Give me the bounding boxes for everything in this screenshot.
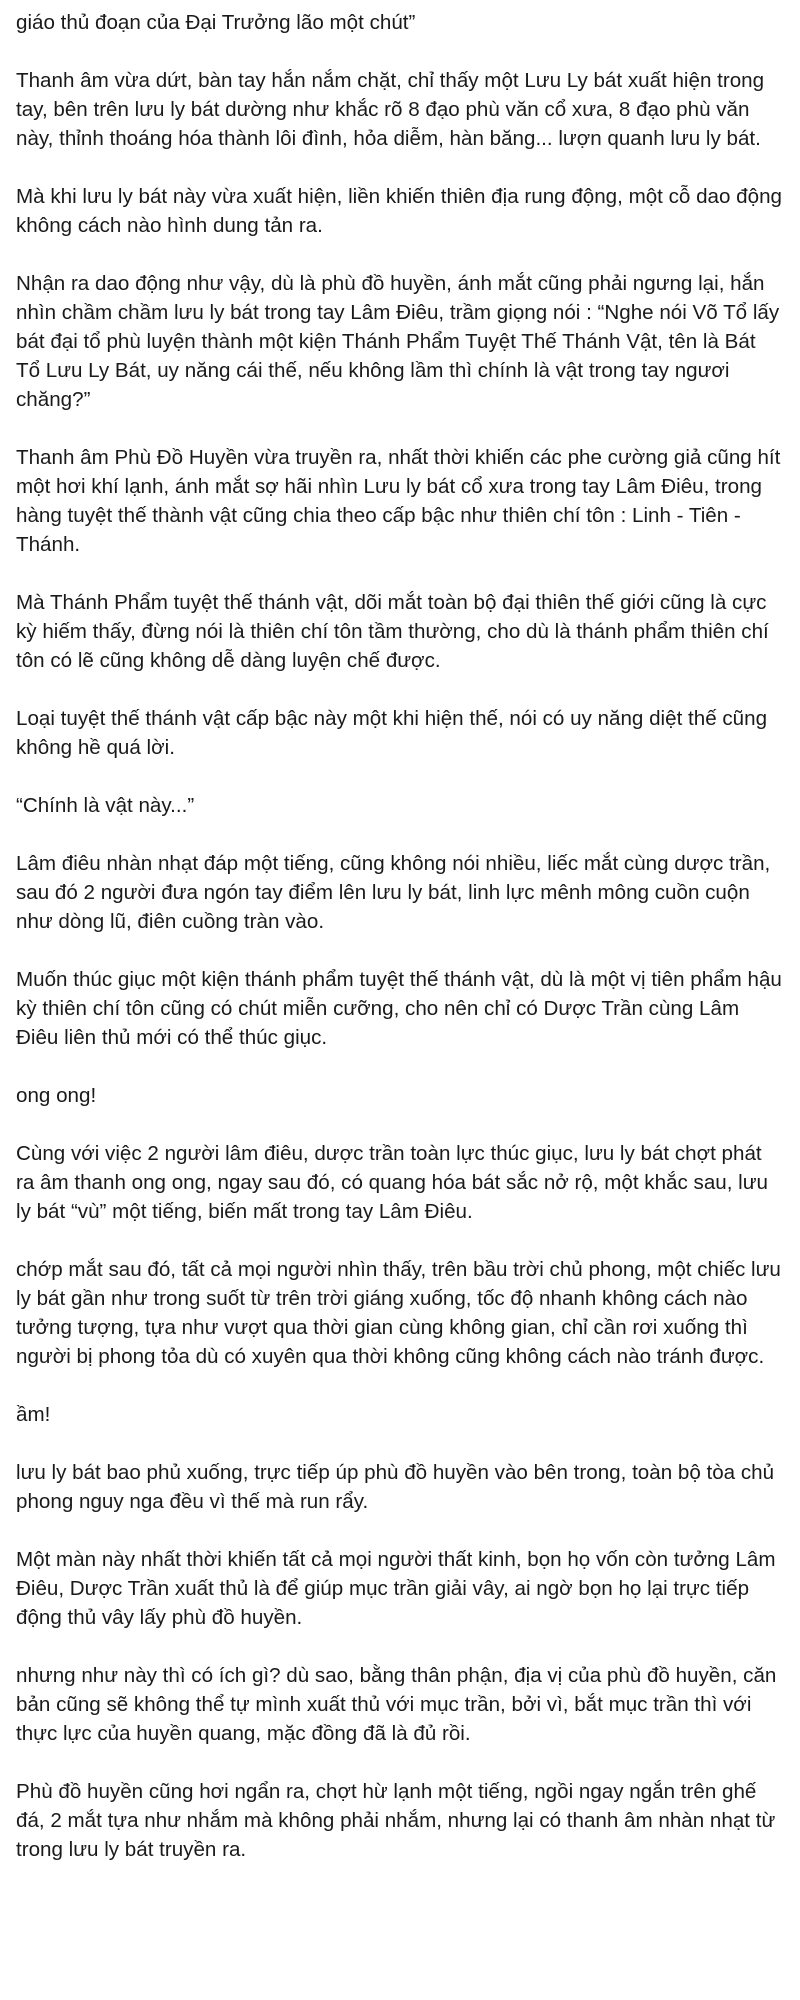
paragraph-13: chớp mắt sau đó, tất cả mọi người nhìn thấy, trên bầu trời chủ phong, một chiếc lưu ly bát gần như trong suốt từ trên trời giáng xuống, tốc độ nhanh không cách nào tưởng tượng, tựa như vượt qua thời gian cùng không gian, chỉ cần rơi xuống thì người bị phong tỏa dù có xuyên qua thời không cũng không cách nào tránh được. — [16, 1258, 781, 1368]
paragraph-6: Mà Thánh Phẩm tuyệt thế thánh vật, dõi mắt toàn bộ đại thiên thế giới cũng là cực kỳ hiếm thấy, đừng nói là thiên chí tôn tầm thường, cho dù là thánh phẩm thiên chí tôn có lẽ cũng không dễ dàng luyện chế được. — [16, 591, 769, 672]
paragraph-3: Mà khi lưu ly bát này vừa xuất hiện, liền khiến thiên địa rung động, một cỗ dao động không cách nào hình dung tản ra. — [16, 185, 782, 237]
paragraph-17: nhưng như này thì có ích gì? dù sao, bằng thân phận, địa vị của phù đồ huyền, căn bản cũng sẽ không thể tự mình xuất thủ với mục trần, bởi vì, bắt mục trần thì với thực lực của huyền quang, mặc đồng đã là đủ rồi. — [16, 1664, 777, 1745]
paragraph-16: Một màn này nhất thời khiến tất cả mọi người thất kinh, bọn họ vốn còn tưởng Lâm Điêu, Dược Trần xuất thủ là để giúp mục trần giải vây, ai ngờ bọn họ lại trực tiếp động thủ vây lấy phù đồ huyền. — [16, 1548, 776, 1629]
paragraph-1: giáo thủ đoạn của Đại Trưởng lão một chút” — [16, 11, 416, 34]
paragraph-9: Lâm điêu nhàn nhạt đáp một tiếng, cũng không nói nhiều, liếc mắt cùng dược trần, sau đó 2 người đưa ngón tay điểm lên lưu ly bát, linh lực mênh mông cuồn cuộn như dòng lũ, điên cuồng tràn vào. — [16, 852, 771, 933]
paragraph-4: Nhận ra dao động như vậy, dù là phù đồ huyền, ánh mắt cũng phải ngưng lại, hắn nhìn chầm chầm lưu ly bát trong tay Lâm Điêu, trầm giọng nói : “Nghe nói Võ Tổ lấy bát đại tổ phù luyện thành một kiện Thánh Phẩm Tuyệt Thế Thánh Vật, tên là Bát Tổ Lưu Ly Bát, uy năng cái thế, nếu không lầm thì chính là vật trong tay ngươi chăng?” — [16, 272, 780, 411]
paragraph-10: Muốn thúc giục một kiện thánh phẩm tuyệt thế thánh vật, dù là một vị tiên phẩm hậu kỳ thiên chí tôn cũng có chút miễn cưỡng, cho nên chỉ có Dược Trần cùng Lâm Điêu liên thủ mới có thể thúc giục. — [16, 968, 782, 1049]
paragraph-15: lưu ly bát bao phủ xuống, trực tiếp úp phù đồ huyền vào bên trong, toàn bộ tòa chủ phong nguy nga đều vì thế mà run rẩy. — [16, 1461, 775, 1513]
paragraph-18: Phù đồ huyền cũng hơi ngẩn ra, chợt hừ lạnh một tiếng, ngồi ngay ngắn trên ghế đá, 2 mắt tựa như nhắm mà không phải nhắm, nhưng lại có thanh âm nhàn nhạt từ trong lưu ly bát truyền ra. — [16, 1780, 776, 1861]
paragraph-11: ong ong! — [16, 1084, 97, 1107]
paragraph-2: Thanh âm vừa dứt, bàn tay hắn nắm chặt, chỉ thấy một Lưu Ly bát xuất hiện trong tay, bên trên lưu ly bát dường như khắc rõ 8 đạo phù văn cổ xưa, 8 đạo phù văn này, thỉnh thoáng hóa thành lôi đình, hỏa diễm, hàn băng... lượn quanh lưu ly bát. — [16, 69, 765, 150]
paragraph-5: Thanh âm Phù Đồ Huyền vừa truyền ra, nhất thời khiến các phe cường giả cũng hít một hơi khí lạnh, ánh mắt sợ hãi nhìn Lưu ly bát cổ xưa trong tay Lâm Điêu, trong hàng tuyệt thế thành vật cũng chia theo cấp bậc như thiên chí tôn : Linh - Tiên - Thánh. — [16, 446, 781, 556]
paragraph-14: ầm! — [16, 1403, 51, 1426]
paragraph-12: Cùng với việc 2 người lâm điêu, dược trần toàn lực thúc giục, lưu ly bát chợt phát ra âm thanh ong ong, ngay sau đó, có quang hóa bát sắc nở rộ, một khắc sau, lưu ly bát “vù” một tiếng, biến mất trong tay Lâm Điêu. — [16, 1142, 768, 1223]
paragraph-8: “Chính là vật này...” — [16, 794, 195, 817]
paragraph-7: Loại tuyệt thế thánh vật cấp bậc này một khi hiện thế, nói có uy năng diệt thế cũng không hề quá lời. — [16, 707, 768, 759]
